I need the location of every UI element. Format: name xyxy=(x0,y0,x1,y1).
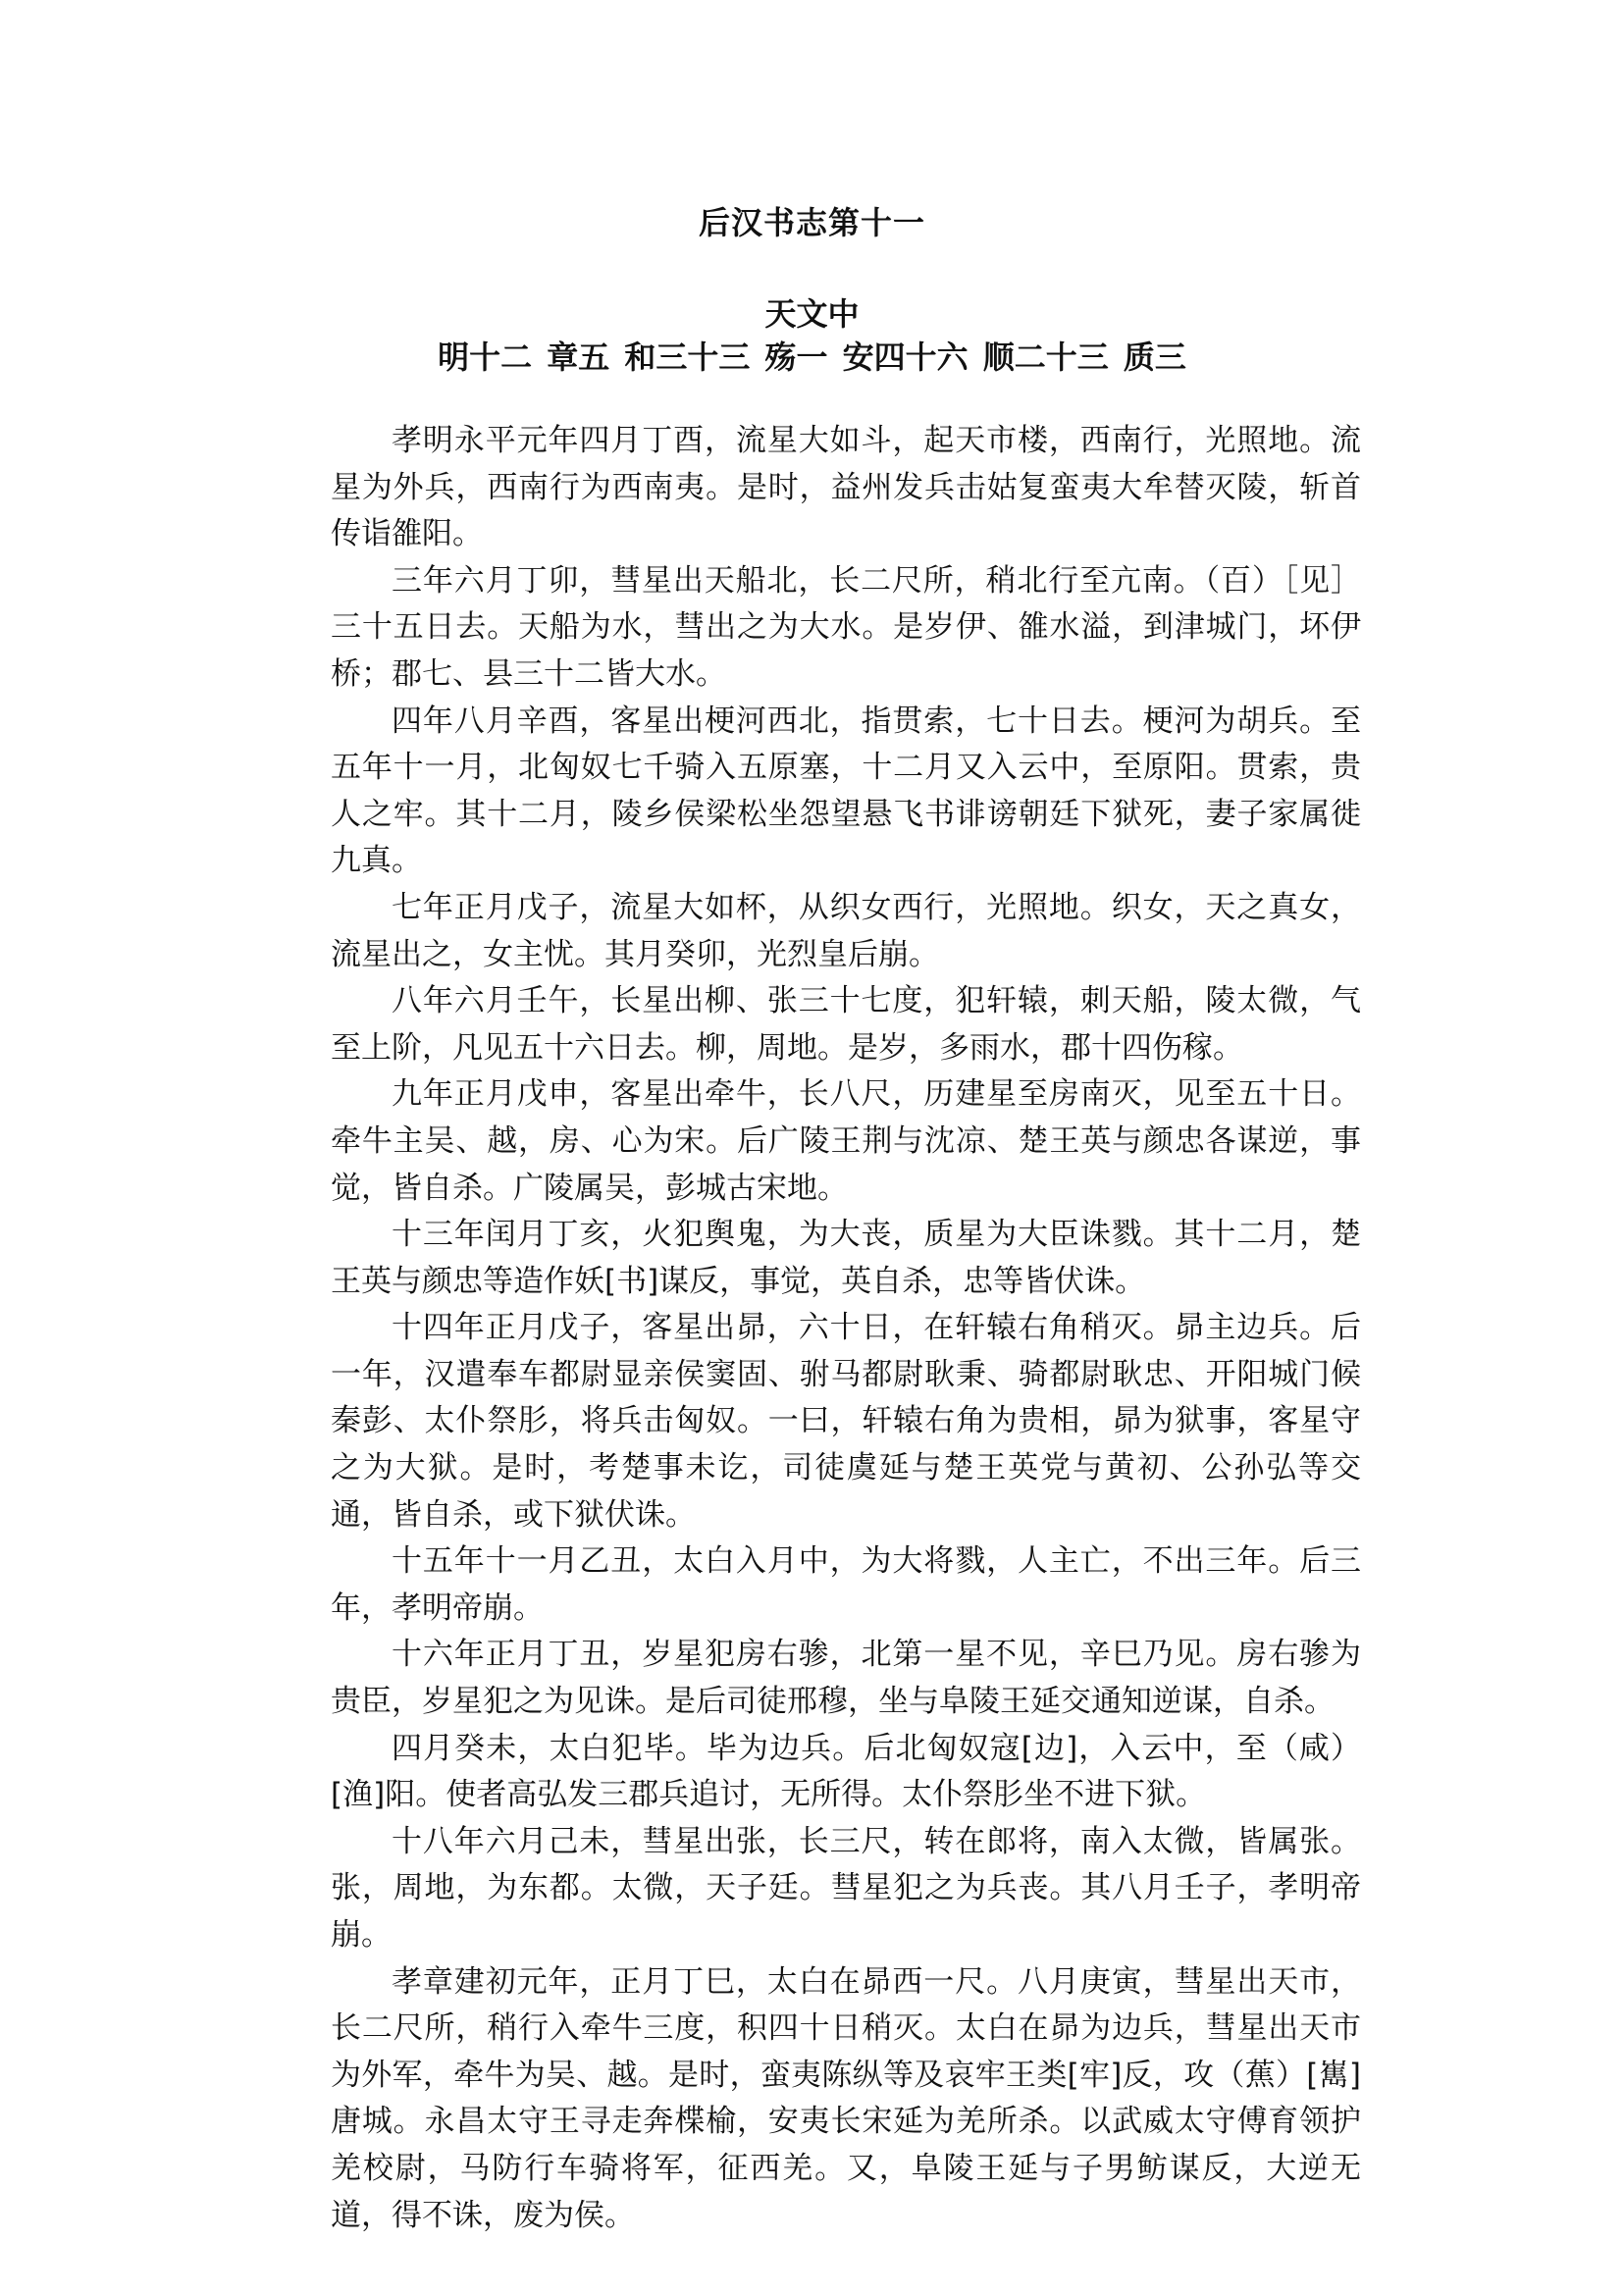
paragraph: 十八年六月己未，彗星出张，长三尺，转在郎将，南入太微，皆属张。张，周地，为东都。太微，天子廷。彗星犯之为兵丧。其八月壬子，孝明帝崩。 xyxy=(331,1823,1361,1953)
paragraph: 九年正月戊申，客星出牵牛，长八尺，历建星至房南灭，见至五十日。牵牛主吴、越，房、心为宋。后广陵王荆与沈凉、楚王英与颜忠各谋逆，事觉，皆自杀。广陵属吴，彭城古宋地。 xyxy=(331,1076,1361,1206)
paragraph: 三年六月丁卯，彗星出天船北，长二尺所，稍北行至亢南。（百）［见］三十五日去。天船为水，彗出之为大水。是岁伊、雒水溢，到津城门，坏伊桥；郡七、县三十二皆大水。 xyxy=(331,562,1361,692)
paragraph: 八年六月壬午，长星出柳、张三十七度，犯轩辕，刺天船，陵太微，气至上阶，凡见五十六日去。柳，周地。是岁，多雨水，郡十四伤稼。 xyxy=(331,983,1361,1066)
paragraph: 孝明永平元年四月丁酉，流星大如斗，起天市楼，西南行，光照地。流星为外兵，西南行为西南夷。是时，益州发兵击姑复蛮夷大牟替灭陵，斩首传诣雒阳。 xyxy=(331,423,1361,552)
chapter-subtitle: 明十二 章五 和三十三 殇一 安四十六 顺二十三 质三 xyxy=(438,339,1186,376)
paragraph: 十五年十一月乙丑，太白入月中，为大将戮，人主亡，不出三年。后三年，孝明帝崩。 xyxy=(331,1543,1361,1626)
paragraph: 十四年正月戊子，客星出昴，六十日，在轩辕右角稍灭。昴主边兵。后一年，汉遣奉车都尉显亲侯窦固、驸马都尉耿秉、骑都尉耿忠、开阳城门候秦彭、太仆祭肜，将兵击匈奴。一曰，轩辕右角为贵相，昴为狱事，客星守之为大狱。是时，考楚事未讫，司徒虞延与楚王英党与黄初、公孙弘等交通，皆自杀，或下狱伏诛。 xyxy=(331,1310,1361,1533)
paragraph: 七年正月戊子，流星大如杯，从织女西行，光照地。织女，天之真女，流星出之，女主忧。其月癸卯，光烈皇后崩。 xyxy=(331,889,1361,972)
paragraph: 四年八月辛酉，客星出梗河西北，指贯索，七十日去。梗河为胡兵。至五年十一月，北匈奴七千骑入五原塞，十二月又入云中，至原阳。贯索，贵人之牢。其十二月，陵乡侯梁松坐怨望悬飞书诽谤朝廷下狱死，妻子家属徙九真。 xyxy=(331,703,1361,879)
section-title: 天文中 xyxy=(764,295,860,333)
document-body xyxy=(331,418,1361,2239)
paragraph: 孝章建初元年，正月丁巳，太白在昴西一尺。八月庚寅，彗星出天市，长二尺所，稍行入牵牛三度，积四十日稍灭。太白在昴为边兵，彗星出天市为外军，牵牛为吴、越。是时，蛮夷陈纵等及哀牢王类[牢]反，攻（蕉）[嶲]唐城。永昌太守王寻走奔楪榆，安夷长宋延为羌所杀。以武威太守傅育领护羌校尉，马防行车骑将军，征西羌。又，阜陵王延与子男鲂谋反，大逆无道，得不诛，废为侯。 xyxy=(331,1963,1361,2233)
paragraph: 十六年正月丁丑，岁星犯房右骖，北第一星不见，辛巳乃见。房右骖为贵臣，岁星犯之为见诛。是后司徒邢穆，坐与阜陵王延交通知逆谋，自杀。 xyxy=(331,1637,1361,1720)
paragraph: 四月癸未，太白犯毕。毕为边兵。后北匈奴寇[边]，入云中，至（咸）[渔]阳。使者高弘发三郡兵追讨，无所得。太仆祭肜坐不进下狱。 xyxy=(331,1730,1361,1813)
paragraph: 十三年闰月丁亥，火犯舆鬼，为大丧，质星为大臣诛戮。其十二月，楚王英与颜忠等造作妖[书]谋反，事觉，英自杀，忠等皆伏诛。 xyxy=(331,1217,1361,1299)
book-title: 后汉书志第十一 xyxy=(698,204,925,241)
